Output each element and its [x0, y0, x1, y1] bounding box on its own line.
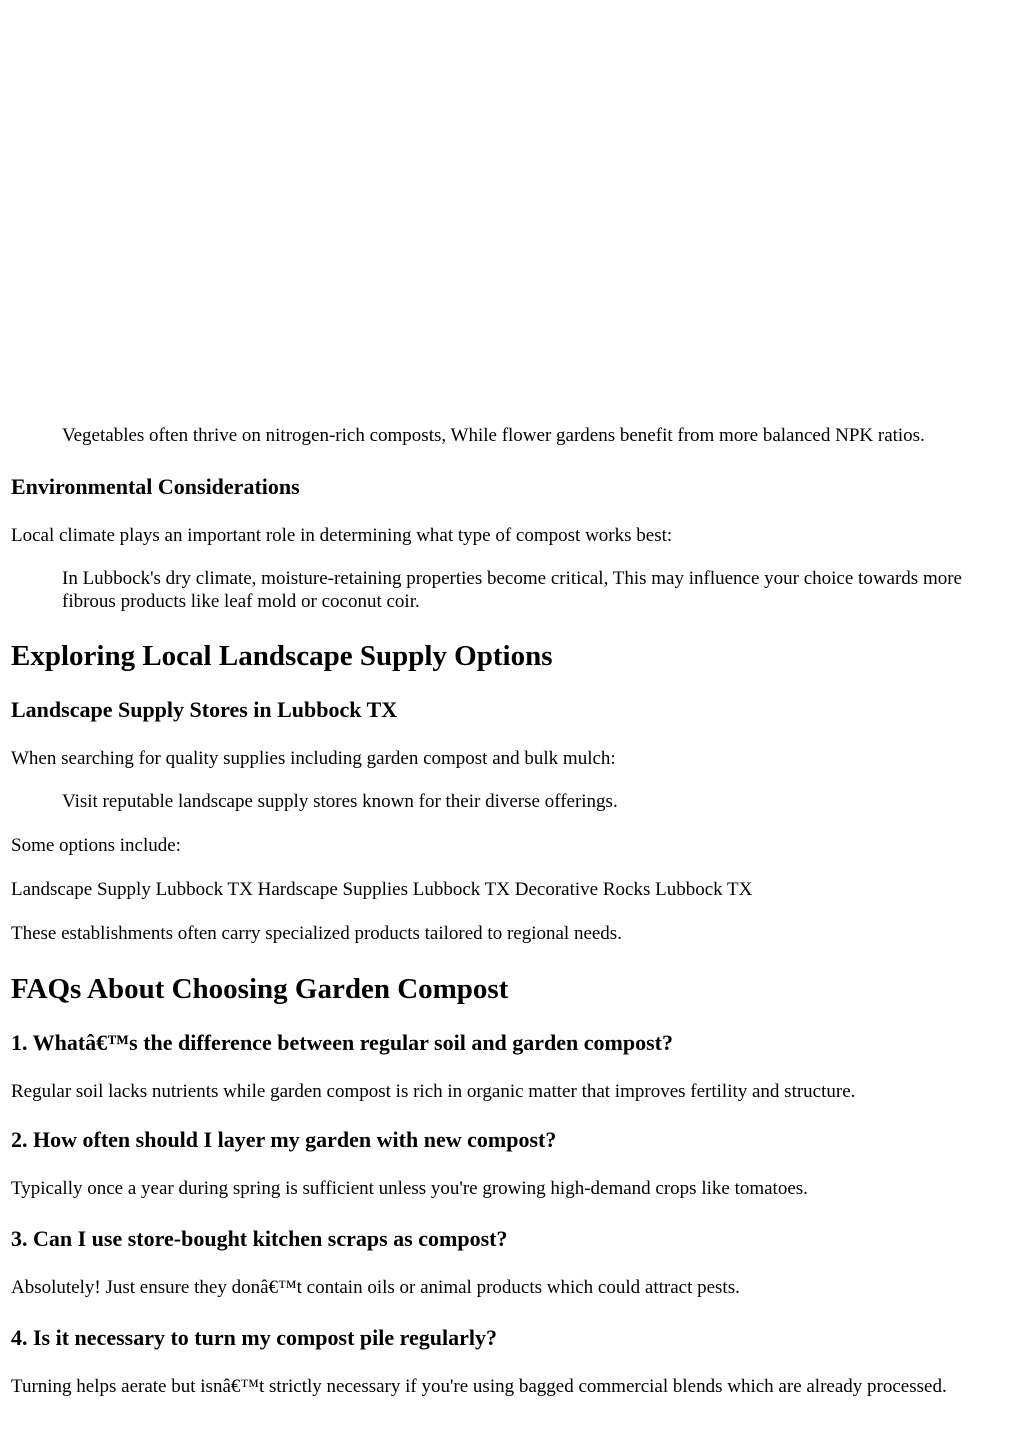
- options-list: Landscape Supply Lubbock TX Hardscape Supplies Lubbock TX Decorative Rocks Lubbock TX: [11, 879, 753, 900]
- faq-question-3: 3. Can I use store-bought kitchen scraps as compost?: [11, 1226, 508, 1251]
- explore-heading: Exploring Local Landscape Supply Options: [11, 640, 553, 672]
- faq-question-4: 4. Is it necessary to turn my compost pile regularly?: [11, 1325, 497, 1350]
- faq-answer-1: Regular soil lacks nutrients while garden compost is rich in organic matter that improves fertility and structure.: [11, 1081, 856, 1102]
- options-intro: Some options include:: [11, 835, 181, 856]
- quote-visit: Visit reputable landscape supply stores known for their diverse offerings.: [62, 791, 618, 812]
- article-page: [11, 0, 1011, 1398]
- env-heading: Environmental Considerations: [11, 474, 300, 499]
- quote-vegetables: Vegetables often thrive on nitrogen-rich composts, While flower gardens benefit from more balanced NPK ratios.: [62, 425, 925, 446]
- faq-answer-3: Absolutely! Just ensure they donâ€™t contain oils or animal products which could attract pests.: [11, 1277, 740, 1298]
- faq-answer-4: Turning helps aerate but isnâ€™t strictly necessary if you're using bagged commercial blends which are already processed.: [11, 1376, 947, 1397]
- blank-area: [11, 0, 1011, 424]
- stores-intro: When searching for quality supplies including garden compost and bulk mulch:: [11, 748, 616, 769]
- options-note: These establishments often carry specialized products tailored to regional needs.: [11, 923, 622, 944]
- quote-lubbock: In Lubbock's dry climate, moisture-retaining properties become critical, This may influence your choice towards more fibrous products like leaf mold or coconut coir.: [62, 568, 962, 612]
- faq-question-1: 1. Whatâ€™s the difference between regular soil and garden compost?: [11, 1030, 674, 1055]
- faq-heading: FAQs About Choosing Garden Compost: [11, 973, 509, 1005]
- faq-answer-2: Typically once a year during spring is sufficient unless you're growing high-demand crops like tomatoes.: [11, 1178, 808, 1199]
- faq-question-2: 2. How often should I layer my garden with new compost?: [11, 1127, 557, 1152]
- stores-heading: Landscape Supply Stores in Lubbock TX: [11, 697, 398, 722]
- env-intro: Local climate plays an important role in determining what type of compost works best:: [11, 525, 673, 546]
